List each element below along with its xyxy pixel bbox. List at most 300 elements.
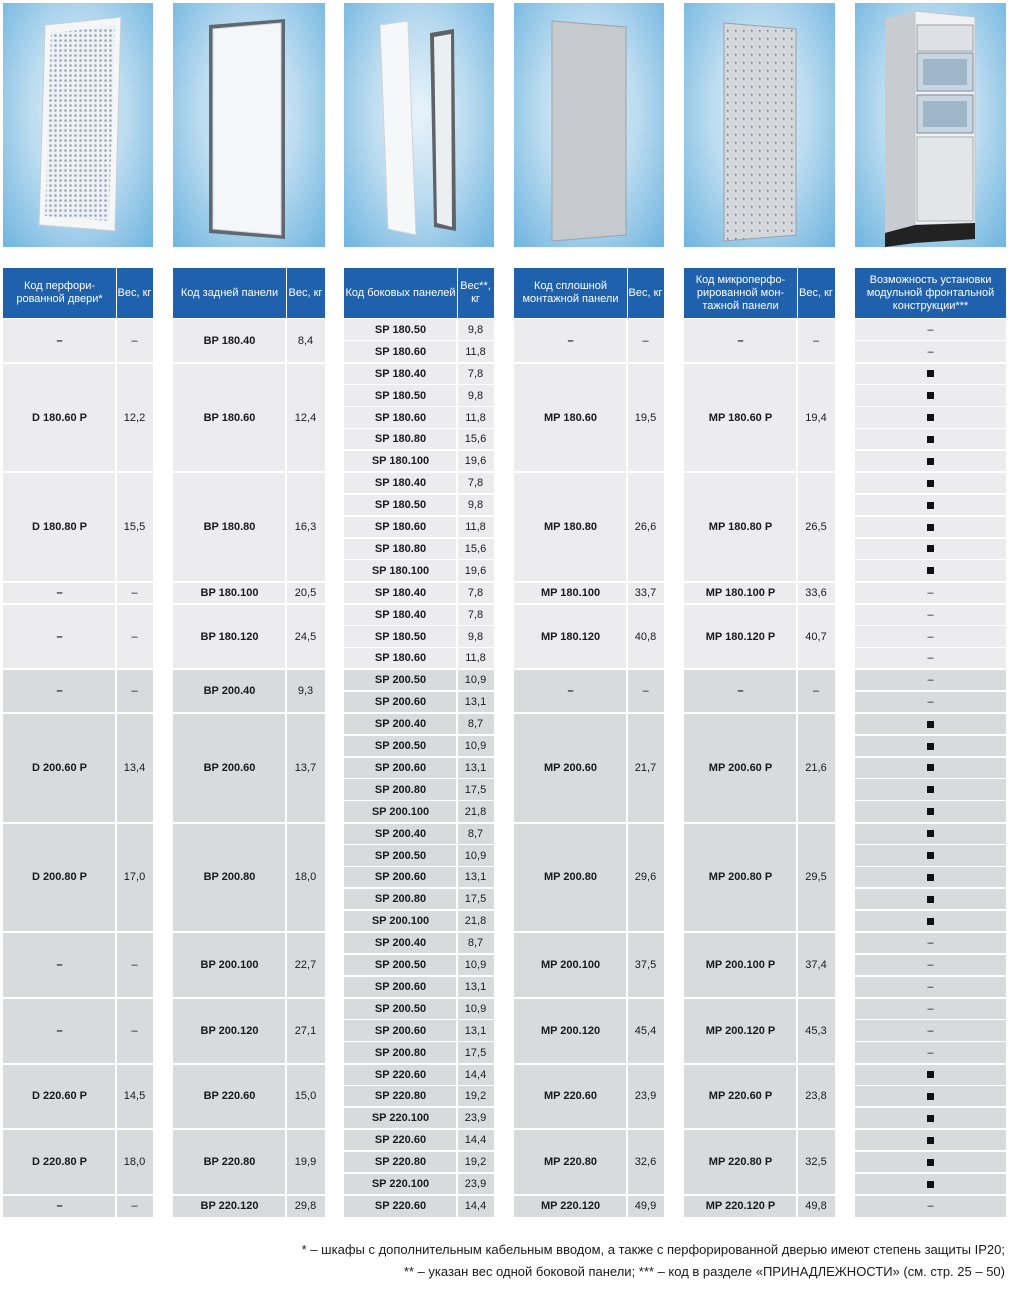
group-divider (457, 997, 494, 999)
header-rear-weight: Вес, кг (286, 268, 325, 318)
side-weight-cell: 19,6 (457, 450, 494, 472)
front-option-cell (855, 1086, 1006, 1108)
group-divider (286, 712, 325, 714)
group-divider (173, 1194, 286, 1196)
row-divider (344, 537, 457, 539)
row-divider (457, 1106, 494, 1108)
door-weight-cell: 12,2 (116, 363, 153, 473)
side-code-cell: SP 180.50 (344, 385, 457, 407)
rear-weight-cell: 18,0 (286, 823, 325, 933)
side-weight-cell: 13,1 (457, 691, 494, 713)
micro-code-cell: – (684, 319, 797, 363)
group-divider (797, 1128, 835, 1130)
side-code-cell: SP 200.60 (344, 691, 457, 713)
group-divider (514, 581, 627, 583)
group-divider (684, 362, 797, 364)
side-code-cell: SP 200.80 (344, 888, 457, 910)
header-divider (116, 268, 117, 318)
door-code-cell: D 220.60 P (3, 1064, 116, 1130)
side-weight-cell: 9,8 (457, 494, 494, 516)
side-code-cell: SP 180.50 (344, 626, 457, 648)
group-divider (344, 668, 457, 670)
group-divider (797, 603, 835, 605)
row-divider (457, 449, 494, 451)
header-divider (797, 268, 798, 318)
door-weight-cell: – (116, 669, 153, 713)
group-divider (457, 712, 494, 714)
row-divider (855, 625, 1006, 627)
rear-weight-cell: 29,8 (286, 1195, 325, 1217)
row-divider (457, 866, 494, 868)
row-divider (344, 1106, 457, 1108)
row-divider (855, 778, 1006, 780)
micro-weight-cell: 21,6 (797, 713, 835, 823)
group-divider (457, 362, 494, 364)
row-divider (344, 1085, 457, 1087)
group-divider (173, 1063, 286, 1065)
header-door-weight: Вес, кг (116, 268, 153, 318)
side-code-cell: SP 220.100 (344, 1173, 457, 1195)
micro-weight-cell: 23,8 (797, 1064, 835, 1130)
micro-code-cell: MP 180.120 P (684, 604, 797, 670)
row-divider (855, 1041, 1006, 1043)
mount-weight-cell: 33,7 (627, 582, 664, 604)
front-option-cell (855, 910, 1006, 932)
row-divider (344, 515, 457, 517)
front-option-cell: – (855, 691, 1006, 713)
group-divider (855, 471, 1006, 473)
row-divider (344, 493, 457, 495)
row-divider (457, 953, 494, 955)
front-option-cell: – (855, 1020, 1006, 1042)
group-divider (797, 581, 835, 583)
group-divider (286, 1063, 325, 1065)
group-divider (344, 362, 457, 364)
side-code-cell: SP 180.80 (344, 538, 457, 560)
door-weight-cell: 17,0 (116, 823, 153, 933)
side-weight-cell: 13,1 (457, 1020, 494, 1042)
front-option-cell: – (855, 954, 1006, 976)
side-code-cell: SP 180.40 (344, 363, 457, 385)
rear-weight-cell: 13,7 (286, 713, 325, 823)
side-weight-cell: 23,9 (457, 1107, 494, 1129)
rear-code-cell: BP 220.60 (173, 1064, 286, 1130)
group-divider (286, 1194, 325, 1196)
mount-weight-cell: – (627, 319, 664, 363)
front-option-cell (855, 429, 1006, 451)
row-divider (344, 953, 457, 955)
side-weight-cell: 21,8 (457, 801, 494, 823)
header-side-code: Код боковых панелей (344, 268, 457, 318)
row-divider (457, 690, 494, 692)
group-divider (286, 581, 325, 583)
row-divider (457, 428, 494, 430)
door-code-cell: D 180.60 P (3, 363, 116, 473)
side-weight-cell: 17,5 (457, 779, 494, 801)
group-divider (344, 471, 457, 473)
micro-code-cell: – (684, 669, 797, 713)
side-code-cell: SP 200.60 (344, 867, 457, 889)
header-micro-code: Код микроперфо-рированной мон-тажной панели (684, 268, 797, 318)
row-divider (457, 800, 494, 802)
side-weight-cell: 9,8 (457, 626, 494, 648)
row-divider (344, 844, 457, 846)
mount-code-cell: MP 220.80 (514, 1129, 627, 1195)
side-code-cell: SP 180.80 (344, 429, 457, 451)
row-divider (344, 756, 457, 758)
side-weight-cell: 8,7 (457, 713, 494, 735)
rear-weight-cell: 12,4 (286, 363, 325, 473)
row-divider (855, 975, 1006, 977)
group-divider (855, 997, 1006, 999)
perforated-door-image (3, 3, 153, 247)
side-code-cell: SP 200.40 (344, 823, 457, 845)
group-divider (855, 712, 1006, 714)
side-weight-cell: 17,5 (457, 888, 494, 910)
footnote-1: * – шкафы с дополнительным кабельным вводом, а также с перфорированной дверью имеют степень защиты IP20; (301, 1242, 1005, 1257)
front-option-cell (855, 1107, 1006, 1129)
rear-code-cell: BP 220.80 (173, 1129, 286, 1195)
group-divider (514, 931, 627, 933)
front-option-cell (855, 450, 1006, 472)
door-weight-cell: 14,5 (116, 1064, 153, 1130)
header-mount-code: Код сплошной монтажной панели (514, 268, 627, 318)
group-divider (286, 997, 325, 999)
available-marker-icon (927, 721, 934, 728)
group-divider (855, 1194, 1006, 1196)
side-weight-cell: 7,8 (457, 472, 494, 494)
row-divider (457, 887, 494, 889)
front-option-cell (855, 1173, 1006, 1195)
group-divider (344, 1128, 457, 1130)
front-option-cell (855, 538, 1006, 560)
side-weight-cell: 14,4 (457, 1064, 494, 1086)
mount-code-cell: MP 180.60 (514, 363, 627, 473)
side-code-cell: SP 200.100 (344, 801, 457, 823)
group-divider (797, 997, 835, 999)
group-divider (3, 931, 116, 933)
door-code-cell: – (3, 998, 116, 1064)
micro-weight-cell: 29,5 (797, 823, 835, 933)
mount-code-cell: MP 180.100 (514, 582, 627, 604)
group-divider (116, 1128, 153, 1130)
group-divider (514, 1194, 627, 1196)
micro-weight-cell: 26,5 (797, 472, 835, 582)
group-divider (457, 581, 494, 583)
group-divider (797, 668, 835, 670)
rear-weight-cell: 20,5 (286, 582, 325, 604)
side-panels-image (344, 3, 494, 247)
side-weight-cell: 7,8 (457, 604, 494, 626)
side-weight-cell: 10,9 (457, 669, 494, 691)
row-divider (457, 1150, 494, 1152)
micro-code-cell: MP 200.80 P (684, 823, 797, 933)
side-weight-cell: 13,1 (457, 867, 494, 889)
door-weight-cell: – (116, 319, 153, 363)
group-divider (3, 997, 116, 999)
group-divider (116, 603, 153, 605)
group-divider (514, 668, 627, 670)
row-divider (344, 340, 457, 342)
micro-weight-cell: 37,4 (797, 932, 835, 998)
row-divider (344, 406, 457, 408)
row-divider (457, 625, 494, 627)
group-divider (344, 997, 457, 999)
micro-code-cell: MP 180.100 P (684, 582, 797, 604)
rear-weight-cell: 15,0 (286, 1064, 325, 1130)
group-divider (3, 1128, 116, 1130)
row-divider (344, 887, 457, 889)
mount-code-cell: MP 180.120 (514, 604, 627, 670)
group-divider (855, 581, 1006, 583)
available-marker-icon (927, 786, 934, 793)
column-divider (456, 319, 458, 1217)
group-divider (457, 471, 494, 473)
group-divider (3, 581, 116, 583)
row-divider (855, 515, 1006, 517)
door-weight-cell: 13,4 (116, 713, 153, 823)
side-code-cell: SP 200.80 (344, 1042, 457, 1064)
row-divider (344, 384, 457, 386)
side-weight-cell: 9,8 (457, 385, 494, 407)
row-divider (344, 690, 457, 692)
row-divider (457, 493, 494, 495)
group-divider (627, 997, 664, 999)
side-weight-cell: 21,8 (457, 910, 494, 932)
group-divider (286, 931, 325, 933)
side-code-cell: SP 180.100 (344, 560, 457, 582)
group-divider (116, 712, 153, 714)
group-divider (457, 822, 494, 824)
group-divider (286, 603, 325, 605)
group-divider (286, 362, 325, 364)
mount-code-cell: MP 180.80 (514, 472, 627, 582)
group-divider (684, 1194, 797, 1196)
rear-code-cell: BP 200.100 (173, 932, 286, 998)
side-weight-cell: 9,8 (457, 319, 494, 341)
front-option-cell (855, 1064, 1006, 1086)
available-marker-icon (927, 436, 934, 443)
side-weight-cell: 10,9 (457, 998, 494, 1020)
front-option-cell: – (855, 1042, 1006, 1064)
group-divider (627, 1194, 664, 1196)
available-marker-icon (927, 414, 934, 421)
front-option-cell (855, 867, 1006, 889)
side-weight-cell: 11,8 (457, 648, 494, 670)
group-divider (684, 1063, 797, 1065)
row-divider (855, 800, 1006, 802)
side-weight-cell: 8,7 (457, 932, 494, 954)
side-code-cell: SP 200.80 (344, 779, 457, 801)
door-weight-cell: – (116, 998, 153, 1064)
column-divider (796, 319, 798, 1217)
mount-weight-cell: 49,9 (627, 1195, 664, 1217)
group-divider (3, 668, 116, 670)
mount-weight-cell: 29,6 (627, 823, 664, 933)
front-option-cell: – (855, 976, 1006, 998)
front-option-cell (855, 385, 1006, 407)
group-divider (514, 822, 627, 824)
group-divider (514, 997, 627, 999)
available-marker-icon (927, 1181, 934, 1188)
group-divider (855, 822, 1006, 824)
mount-code-cell: MP 200.60 (514, 713, 627, 823)
door-weight-cell: 18,0 (116, 1129, 153, 1195)
side-code-cell: SP 200.50 (344, 998, 457, 1020)
door-code-cell: – (3, 582, 116, 604)
front-option-cell (855, 472, 1006, 494)
available-marker-icon (927, 502, 934, 509)
door-weight-cell: – (116, 604, 153, 670)
group-divider (344, 822, 457, 824)
micro-code-cell: MP 200.100 P (684, 932, 797, 998)
front-option-cell (855, 823, 1006, 845)
side-weight-cell: 13,1 (457, 757, 494, 779)
group-divider (684, 1128, 797, 1130)
rear-code-cell: BP 180.60 (173, 363, 286, 473)
group-divider (116, 581, 153, 583)
header-divider (286, 268, 287, 318)
front-option-cell (855, 407, 1006, 429)
group-divider (173, 931, 286, 933)
group-divider (286, 471, 325, 473)
available-marker-icon (927, 764, 934, 771)
side-code-cell: SP 180.60 (344, 516, 457, 538)
available-marker-icon (927, 1137, 934, 1144)
group-divider (344, 1063, 457, 1065)
row-divider (344, 559, 457, 561)
micro-code-cell: MP 200.120 P (684, 998, 797, 1064)
group-divider (684, 581, 797, 583)
rear-code-cell: BP 200.120 (173, 998, 286, 1064)
side-weight-cell: 13,1 (457, 976, 494, 998)
group-divider (344, 581, 457, 583)
group-divider (173, 712, 286, 714)
group-divider (627, 362, 664, 364)
side-code-cell: SP 200.50 (344, 669, 457, 691)
group-divider (627, 668, 664, 670)
row-divider (344, 975, 457, 977)
side-weight-cell: 19,6 (457, 560, 494, 582)
row-divider (457, 1172, 494, 1174)
row-divider (457, 909, 494, 911)
rear-weight-cell: 8,4 (286, 319, 325, 363)
side-weight-cell: 10,9 (457, 954, 494, 976)
group-divider (684, 471, 797, 473)
rear-code-cell: BP 200.60 (173, 713, 286, 823)
group-divider (855, 668, 1006, 670)
side-code-cell: SP 180.40 (344, 582, 457, 604)
available-marker-icon (927, 743, 934, 750)
row-divider (457, 844, 494, 846)
row-divider (344, 909, 457, 911)
front-option-cell (855, 516, 1006, 538)
row-divider (344, 625, 457, 627)
side-weight-cell: 17,5 (457, 1042, 494, 1064)
front-option-cell (855, 1129, 1006, 1151)
mount-code-cell: – (514, 319, 627, 363)
group-divider (3, 603, 116, 605)
row-divider (457, 778, 494, 780)
row-divider (457, 406, 494, 408)
row-divider (855, 493, 1006, 495)
group-divider (173, 581, 286, 583)
side-weight-cell: 19,2 (457, 1151, 494, 1173)
group-divider (3, 362, 116, 364)
row-divider (855, 887, 1006, 889)
rear-panel-image (173, 3, 325, 247)
front-option-cell: – (855, 648, 1006, 670)
available-marker-icon (927, 480, 934, 487)
available-marker-icon (927, 808, 934, 815)
row-divider (855, 1172, 1006, 1174)
header-micro-weight: Вес, кг (797, 268, 835, 318)
front-option-cell (855, 888, 1006, 910)
micro-weight-cell: 49,8 (797, 1195, 835, 1217)
rear-code-cell: BP 180.120 (173, 604, 286, 670)
mount-code-cell: MP 200.100 (514, 932, 627, 998)
side-code-cell: SP 220.60 (344, 1064, 457, 1086)
rear-code-cell: BP 180.40 (173, 319, 286, 363)
front-option-cell (855, 735, 1006, 757)
side-code-cell: SP 200.60 (344, 976, 457, 998)
front-option-cell (855, 779, 1006, 801)
mount-code-cell: – (514, 669, 627, 713)
group-divider (457, 1063, 494, 1065)
group-divider (797, 822, 835, 824)
header-rear-code: Код задней панели (173, 268, 286, 318)
group-divider (3, 712, 116, 714)
side-code-cell: SP 220.80 (344, 1151, 457, 1173)
rear-code-cell: BP 220.120 (173, 1195, 286, 1217)
group-divider (173, 603, 286, 605)
micro-weight-cell: 33,6 (797, 582, 835, 604)
micro-code-cell: MP 220.80 P (684, 1129, 797, 1195)
group-divider (344, 603, 457, 605)
row-divider (344, 734, 457, 736)
micro-code-cell: MP 220.120 P (684, 1195, 797, 1217)
row-divider (344, 449, 457, 451)
group-divider (514, 603, 627, 605)
available-marker-icon (927, 896, 934, 903)
row-divider (855, 1106, 1006, 1108)
side-weight-cell: 11,8 (457, 341, 494, 363)
available-marker-icon (927, 545, 934, 552)
group-divider (684, 603, 797, 605)
group-divider (627, 603, 664, 605)
mount-weight-cell: 21,7 (627, 713, 664, 823)
row-divider (457, 559, 494, 561)
mount-weight-cell: 32,6 (627, 1129, 664, 1195)
group-divider (797, 1194, 835, 1196)
row-divider (344, 428, 457, 430)
available-marker-icon (927, 874, 934, 881)
front-option-cell (855, 1151, 1006, 1173)
group-divider (684, 822, 797, 824)
group-divider (627, 1128, 664, 1130)
row-divider (457, 1041, 494, 1043)
group-divider (3, 471, 116, 473)
side-code-cell: SP 220.60 (344, 1129, 457, 1151)
side-code-cell: SP 200.50 (344, 954, 457, 976)
mounting-panel-image (514, 3, 664, 247)
group-divider (797, 931, 835, 933)
side-code-cell: SP 180.40 (344, 604, 457, 626)
group-divider (173, 471, 286, 473)
mount-code-cell: MP 220.120 (514, 1195, 627, 1217)
group-divider (514, 1128, 627, 1130)
front-option-cell (855, 757, 1006, 779)
